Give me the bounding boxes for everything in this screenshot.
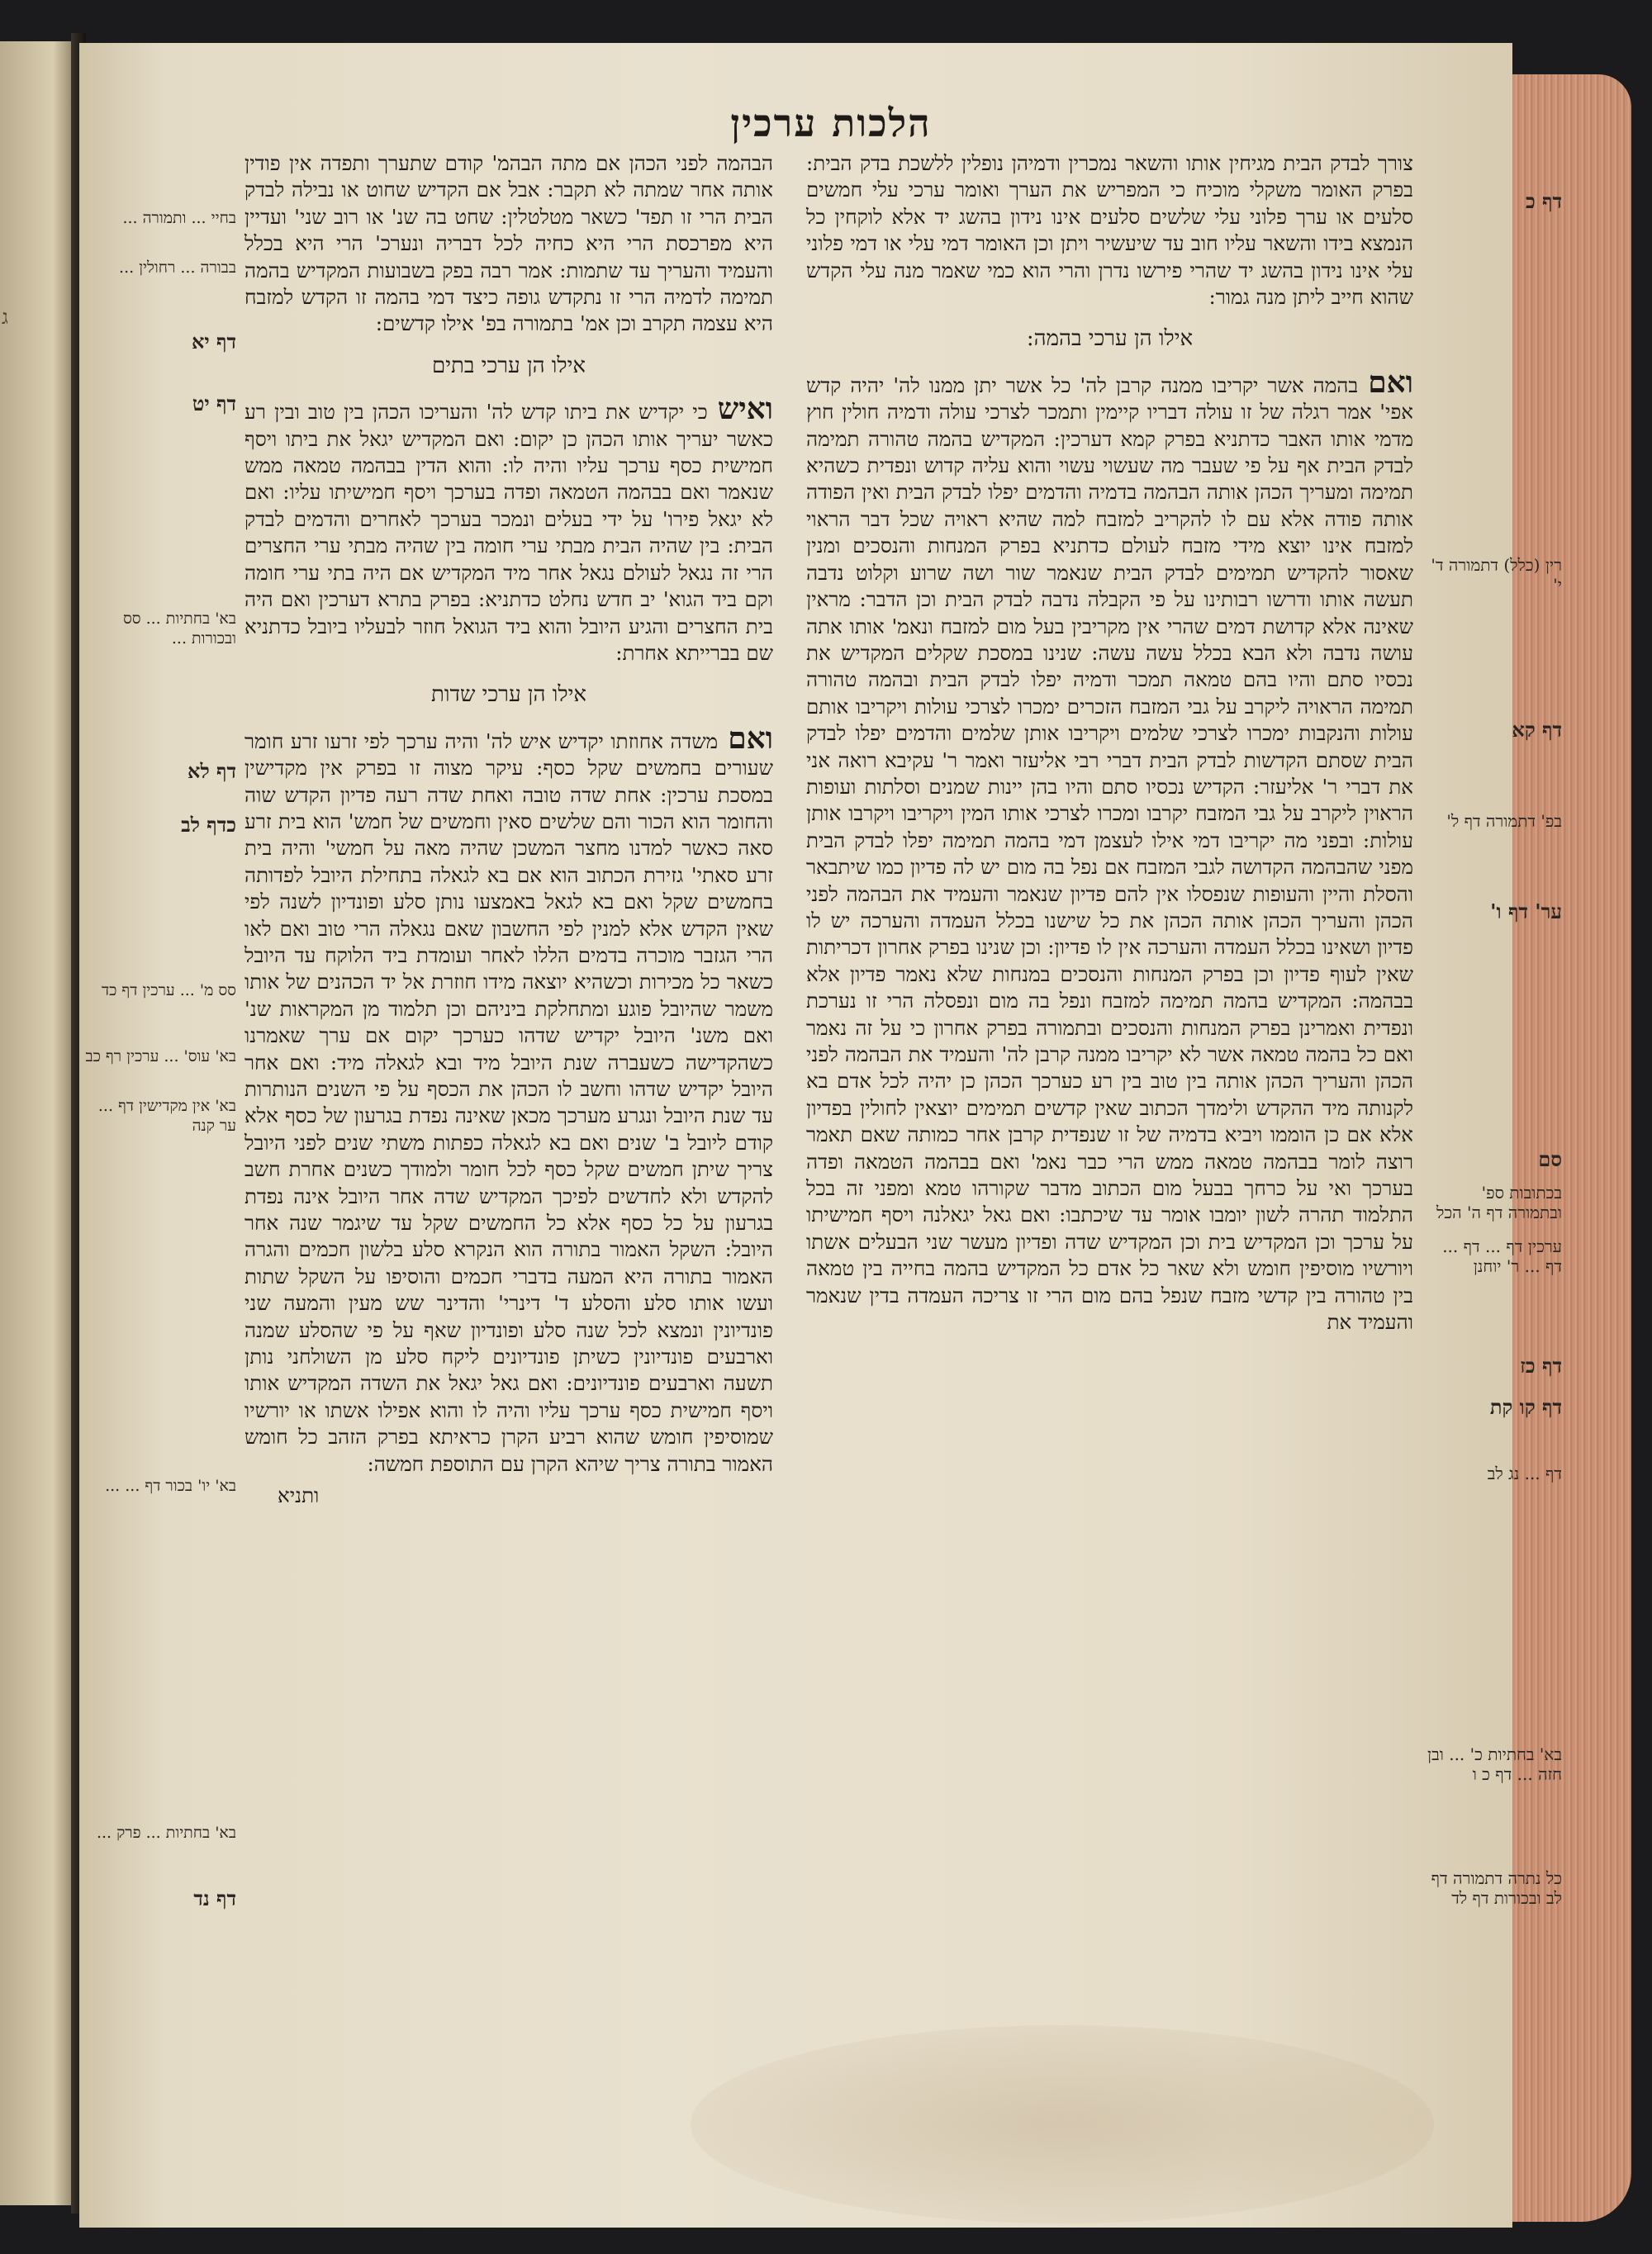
margin-note: ער' דף ו'	[1490, 899, 1562, 923]
margin-note: בא' עוס' ... ערכין רף כב	[85, 1047, 236, 1065]
paragraph-text: בהמה אשר יקריבו ממנה קרבן לה' כל אשר יתן ממנו לה' יהיה קדש אפי' אמר רגלה של זו עולה דבריו קיימין ותמכר לצרכי עולה ודמיה חולין חוץ מדמי אותו האבר כדתניא בפרק קמא דערכין: המקדיש בהמה טהורה תמימה לבדק הבית אף על פי שעבר מה שעשוי עשוי והוא עליה קדוש ונפדית כשהיא תמימה ומעריך הכהן אותה הבהמה בדמיה והדמים יפלו לבדק הבית ואין הפודה אותה פודה אלא עם לו להקריב למזבח למה שהיא ראויה שכל דבר הראוי למזבח אינו יוצא מידי מזבח לעולם כדתניא בפרק המנחות והנסכים ומנין שאסור להקדיש תמימים לבדק הבית שנאמר שור ושה שרוע וקלוט נדבה תעשה אותו ודרשו רבותינו על פי הקבלה נדבה לבדק הבית וכן הדבר: מראין שאינה אלא קדושת דמים שהרי אין מקריבין בעל מום למזבח ונאמ' אותו אתה עושה נדבה ולא הבא בכלל עשה עשה: שנינו במסכת שקלים המקדיש את נכסיו סתם והיו בהם טמאה תמכר ודמיה יפלו לבדק הבית ובהמה טהורה תמימה הראויה ליקרב על גבי המזבח הזכרים ימכרו לצרכי עולות ויקריבו אותם עולות והנקבות ימכרו לצרכי שלמים ויקריבו אותן שלמים והדמים יפלו לבדק הבית שסתם הקדשות לבדק הבית דברי רבי אליעזר ואמר ר' עקיבא רואה אני את דברי ר' אליעזר: הקדיש נכסיו סתם והיו בהן יינות שמנים וסלתות ועופות הראוין ליקרב על גבי המזבח יקרבו ומכרו לצרכי אותו המין ויקריבו ויקרבו אותן עולות: ובפני מה יקריבו דמי אילו לעצמן דמי בהמה תמימה יפלו לבדק הבית מפני שהבהמה הקדושה לגבי המזבח אם נפל בה מום יש לה פדיון כמו שיתבאר והסלת והיין והעופות שנפסלו אין להם פדיון שנאמר והעמיד את הבהמה לפני הכהן והעריך הכהן אותה הכהן את כל שישנו בכלל העמדה והערכה יש לו פדיון ושאינו בכלל העמדה והערכה אין לו פדיון: וכן שנינו בפרק אחרון דכריתות שאין לעוף פדיון וכן בפרק המנחות והנסכים במנחות שלא נאמר פדיון אלא בבהמה: המקדיש בהמה תמימה למזבח ונפל בה מום ונפסלה הרי זו נערכת ונפדית ואמרינן בפרק המנחות והנסכים ובתמורה בפרק אחרון כי על זה נאמר ואם כל בהמה טמאה אשר לא יקריבו ממנה קרבן לה' והעמיד את הבהמה לפני הכהן והעריך הכהן אותה בין טוב בין רע כערכך הכהן כן יהיה לכל אדם בא לקנותה מיד ההקדש ולימדך הכתוב שאין קדשים תמימים יוצאין לחולין בפדיון אלא אם כן הוממו ויביא בדמיה של זו שנפדית קרבן אחר כמותה שאם תאמר רוצה לומר בבהמה טמאה ממש הרי כבר נאמ' ואם בבהמה הטמאה ופדה בערכך ואי על כרחך בבעל מום הכתוב מדבר שקורהו טמא ומפני זה בכל התלמוד תהרה לשון יומבו אומר עד שיכתבו: ואם גאל יגאלנה ויסף חמישיתו על ערכך וכן המקדיש בית וכן המקדיש שדה ופדיון מעשר שני הבעלים אשתו ויורשיו מוסיפין חומש ולא שאר כל אדם כל המקדיש בהמה בחייה בין טמאה בין טהורה בין קדשי מזבח שנפל בהם מום הרי זו צריכה העמדה בדין שנאמר והעמיד את	[806, 373, 1413, 1335]
margin-note: בכתובות ספ' ובתמורה דף ה' הכל	[1436, 1183, 1562, 1222]
running-title: הלכות ערכין	[730, 101, 932, 145]
margin-note: דף קא	[1512, 718, 1562, 742]
paragraph-text: כי יקדיש את ביתו קדש לה' והעריכו הכהן בין טוב ובין רע כאשר יעריך אותו הכהן כן יקום: ואם המקדיש יגאל את ביתו ויסף חמישית כסף ערכך עליו והיה לו: והוא הדין בבהמה טמאה ממש שנאמר ואם בבהמה הטמאה ופדה בערכך ויסף חמישיתו עליו: ואם לא יגאל פירו' על ידי בעלים ונמכר בערכך לאחרים והדמים לבדק הבית: בין שהיה הבית מבתי ערי חומה בין שהיה מבתי ערי החצרים הרי זה נגאל לעולם נגאל אחר מיד המקדיש אם היה בתי ערי חומה וקם ביד הגוא' יב חדש נחלט כדתניא: בפרק בתרא דערכין ואם היה בית החצרים והגיע היובל והוא ביד הגואל חוזר לבעליו ביובל כדתניא שם בברייתא אחרת:	[244, 400, 773, 665]
margin-note: דף כ	[1525, 189, 1562, 213]
paragraph	[244, 391, 773, 667]
head-word: ואיש	[717, 391, 773, 427]
margin-note: בא' בחתיות ... פרק ...	[96, 1824, 236, 1842]
margin-note: ערכין דף ... דף ... דף ... ר' יוחנן	[1442, 1236, 1562, 1276]
margin-note: בא' אין מקדישין דף ... ער קנה	[97, 1097, 236, 1135]
margin-note: בא' בחתיות ... סס ובכורות ...	[122, 610, 236, 648]
left-page-letter: ג	[2, 306, 8, 329]
right-page	[79, 43, 1562, 2228]
margin-note: דף ... נג לב	[1487, 1464, 1562, 1483]
paragraph: צורך לבדק הבית מגיחין אותו והשאר נמכרין ודמיהן נופלין ללשכת בדק הבית: בפרק האומר משקלי מוכיח כי המפריש את הערך ואומר ערכי עלי חמשים סלעים או ערך פלוני עלי שלשים סלעים אינו נידון בהשג יד אלא לוקחין כל הנמצא בידו והשאר עליו חוב עד שיעשיר ויתן וכן האומר דמי עלי או דמי פלוני עלי אינו נידון בהשג יד שהרי פירשו נדרן והרי הוא כמי שאמר מנה עלי הקדש שהוא חייב ליתן מנה גמור:	[806, 151, 1413, 310]
margin-note: בחיי ... ותמורה ...	[122, 209, 236, 227]
section-title: אילו הן ערכי בתים	[431, 353, 586, 378]
margin-note: רין (כלל) דתמורה ד' י'	[1431, 555, 1562, 595]
margin-note: בא' בחתיות כ' ... ובן חזה ... דף כ ו	[1427, 1744, 1562, 1784]
left-text-column	[244, 150, 773, 1510]
left-margin	[79, 43, 236, 2190]
catchword: ותניא	[278, 1483, 320, 1508]
margin-note: דף קו קת	[1489, 1395, 1562, 1419]
section-title: אילו הן ערכי בהמה:	[1026, 326, 1194, 352]
margin-note: סס מ' ... ערכין דף כד	[101, 981, 236, 999]
paragraph	[244, 720, 773, 1478]
head-word: ואם	[728, 720, 773, 756]
margin-note: בפ' דתמורה דף ל'	[1446, 811, 1562, 831]
right-margin	[1426, 43, 1562, 2190]
margin-note: סם	[1538, 1147, 1562, 1171]
water-stain	[691, 2025, 1434, 2223]
head-word: ואם	[1368, 364, 1413, 400]
margin-note: דף נד	[193, 1886, 236, 1910]
paragraph: הבהמה לפני הכהן אם מתה הבהמ' קודם שתערך ותפדה אין פודין אותה אחר שמתה לא תקבר: אבל אם הקדיש שחוט או נבילה לבדק הבית הרי זו תפד' כשאר מטלטלין: שחט בה שנ' או רוב שני' ועדיין היא מפרכסת הרי היא כחיה לכל דבריה ונערכ' הרי היא בכלל והעמיד והעריך עד שתמות: אמר רבה בפק בשבועות המקדיש בהמה תמימה לדמיה הרי זו נתקדש גופה כיצד דמי בהמה זו הקדש למזבח היא עצמה תקרב וכן אמ' בתמורה בפ' אילו קדשים:	[244, 151, 773, 336]
margin-note: דף יא	[191, 330, 236, 354]
margin-note: כל נתרה דתמורה דף לב ובכורות דף לד	[1431, 1868, 1562, 1908]
margin-note: בבורה ... רחולין ...	[119, 259, 236, 277]
paragraph-text: משדה אחוזתו יקדיש איש לה' והיה ערכך לפי זרעו זרע חומר שעורים בחמשים שקל כסף: עיקר מצוה זו בפרק אין מקדישין במסכת ערכין: אחת שדה טובה ואחת שדה רעה פדיון הקדש שוה והחומר הוא הכור והם שלשים סאין וחמשים של חמש' הוא בית זרע סאה כאשר למדנו מחצר המשכן שהיה מאה על חמשי' והיה בית זרע סאתי' גזירת הכתוב הוא אם בא לגאלה בתחילת היובל לפדותה בחמשים שקל ואם בא לגאל באמצעו נותן סלע ופונדיון לשנה לפי שאין הקדש אלא למנין לפי החשבון שאם נגאלה הרי טוב ואם לאו הרי הגזבר מוכרה בדמים הללו לאחר ועומדת ביד הלוקח עד היובל כשאר כל מכירות וכשהיא יוצאה מידו חוזרת אל יד הכהנים של אותו משמר שהיובל פוגע ומתחלקת ביניהם וכן תלמוד מן המקראות שנ' ואם משנ' היובל יקדיש שדהו כערכך יקום אם ערך שאמרנו כשהקדישה כשעברה שנת היובל מיד ובא לגאלה מיד: ואם אחר היובל יקדיש שדהו וחשב לו הכהן את הכסף על פי השנים הנותרות עד שנת היובל ונגרע מערכך מכאן שאינה נפדת בגרעון של כסף אלא קודם ליובל ב' שנים ואם בא לגאלה כפתות משתי שנים לפני היובל צריך שיתן חמשים שקל כסף לכל חומר ולמודך כשנים אחרת חשב להקדש ולא לחדשים לפיכך המקדיש שדה אחר היובל אינה נפדת בגרעון על כל כסף אלא כל החמשים שקל עד שיגמר שנה אחר היובל: השקל האמור בתורה הוא הנקרא סלע בלשון חכמים והגרה האמור בתורה היא המעה בדברי חכמים והוסיפו על השקל שתות ועשו אותו סלע והסלע ד' דינרי' והדינר שש מעין והמעה שני פונדיונין ונמצא לכל שנה סלע ופונדיון שאף על פי שהסלע שמנה וארבעים פונדיונין כשיתן פונדיונים ליקח סלע מן השולחני נותן תשעה וארבעים פונדיונים: ואם גאל יגאל את השדה המקדיש אותו ויסף חמישית כסף ערכך עליו והיה לו והוא אפילו אשתו או יורשיו שמוסיפין חומש שהוא רביע הקרן כראיתא בפרק הזהב כל חומש האמור בתורה צריך שיהא הקרן עם התוספת חמשה:	[244, 728, 773, 1476]
margin-note: דף לא	[188, 759, 236, 783]
left-page-fragment	[0, 41, 76, 2205]
right-text-column	[806, 150, 1413, 1336]
margin-note: דף יט	[192, 391, 236, 415]
margin-note: דף כז	[1520, 1354, 1562, 1378]
paragraph	[806, 364, 1413, 1336]
margin-note: כדף לב	[181, 813, 236, 837]
section-title: אילו הן ערכי שדות	[430, 682, 587, 708]
margin-note: בא' יו' בכור דף ... ...	[105, 1477, 236, 1495]
